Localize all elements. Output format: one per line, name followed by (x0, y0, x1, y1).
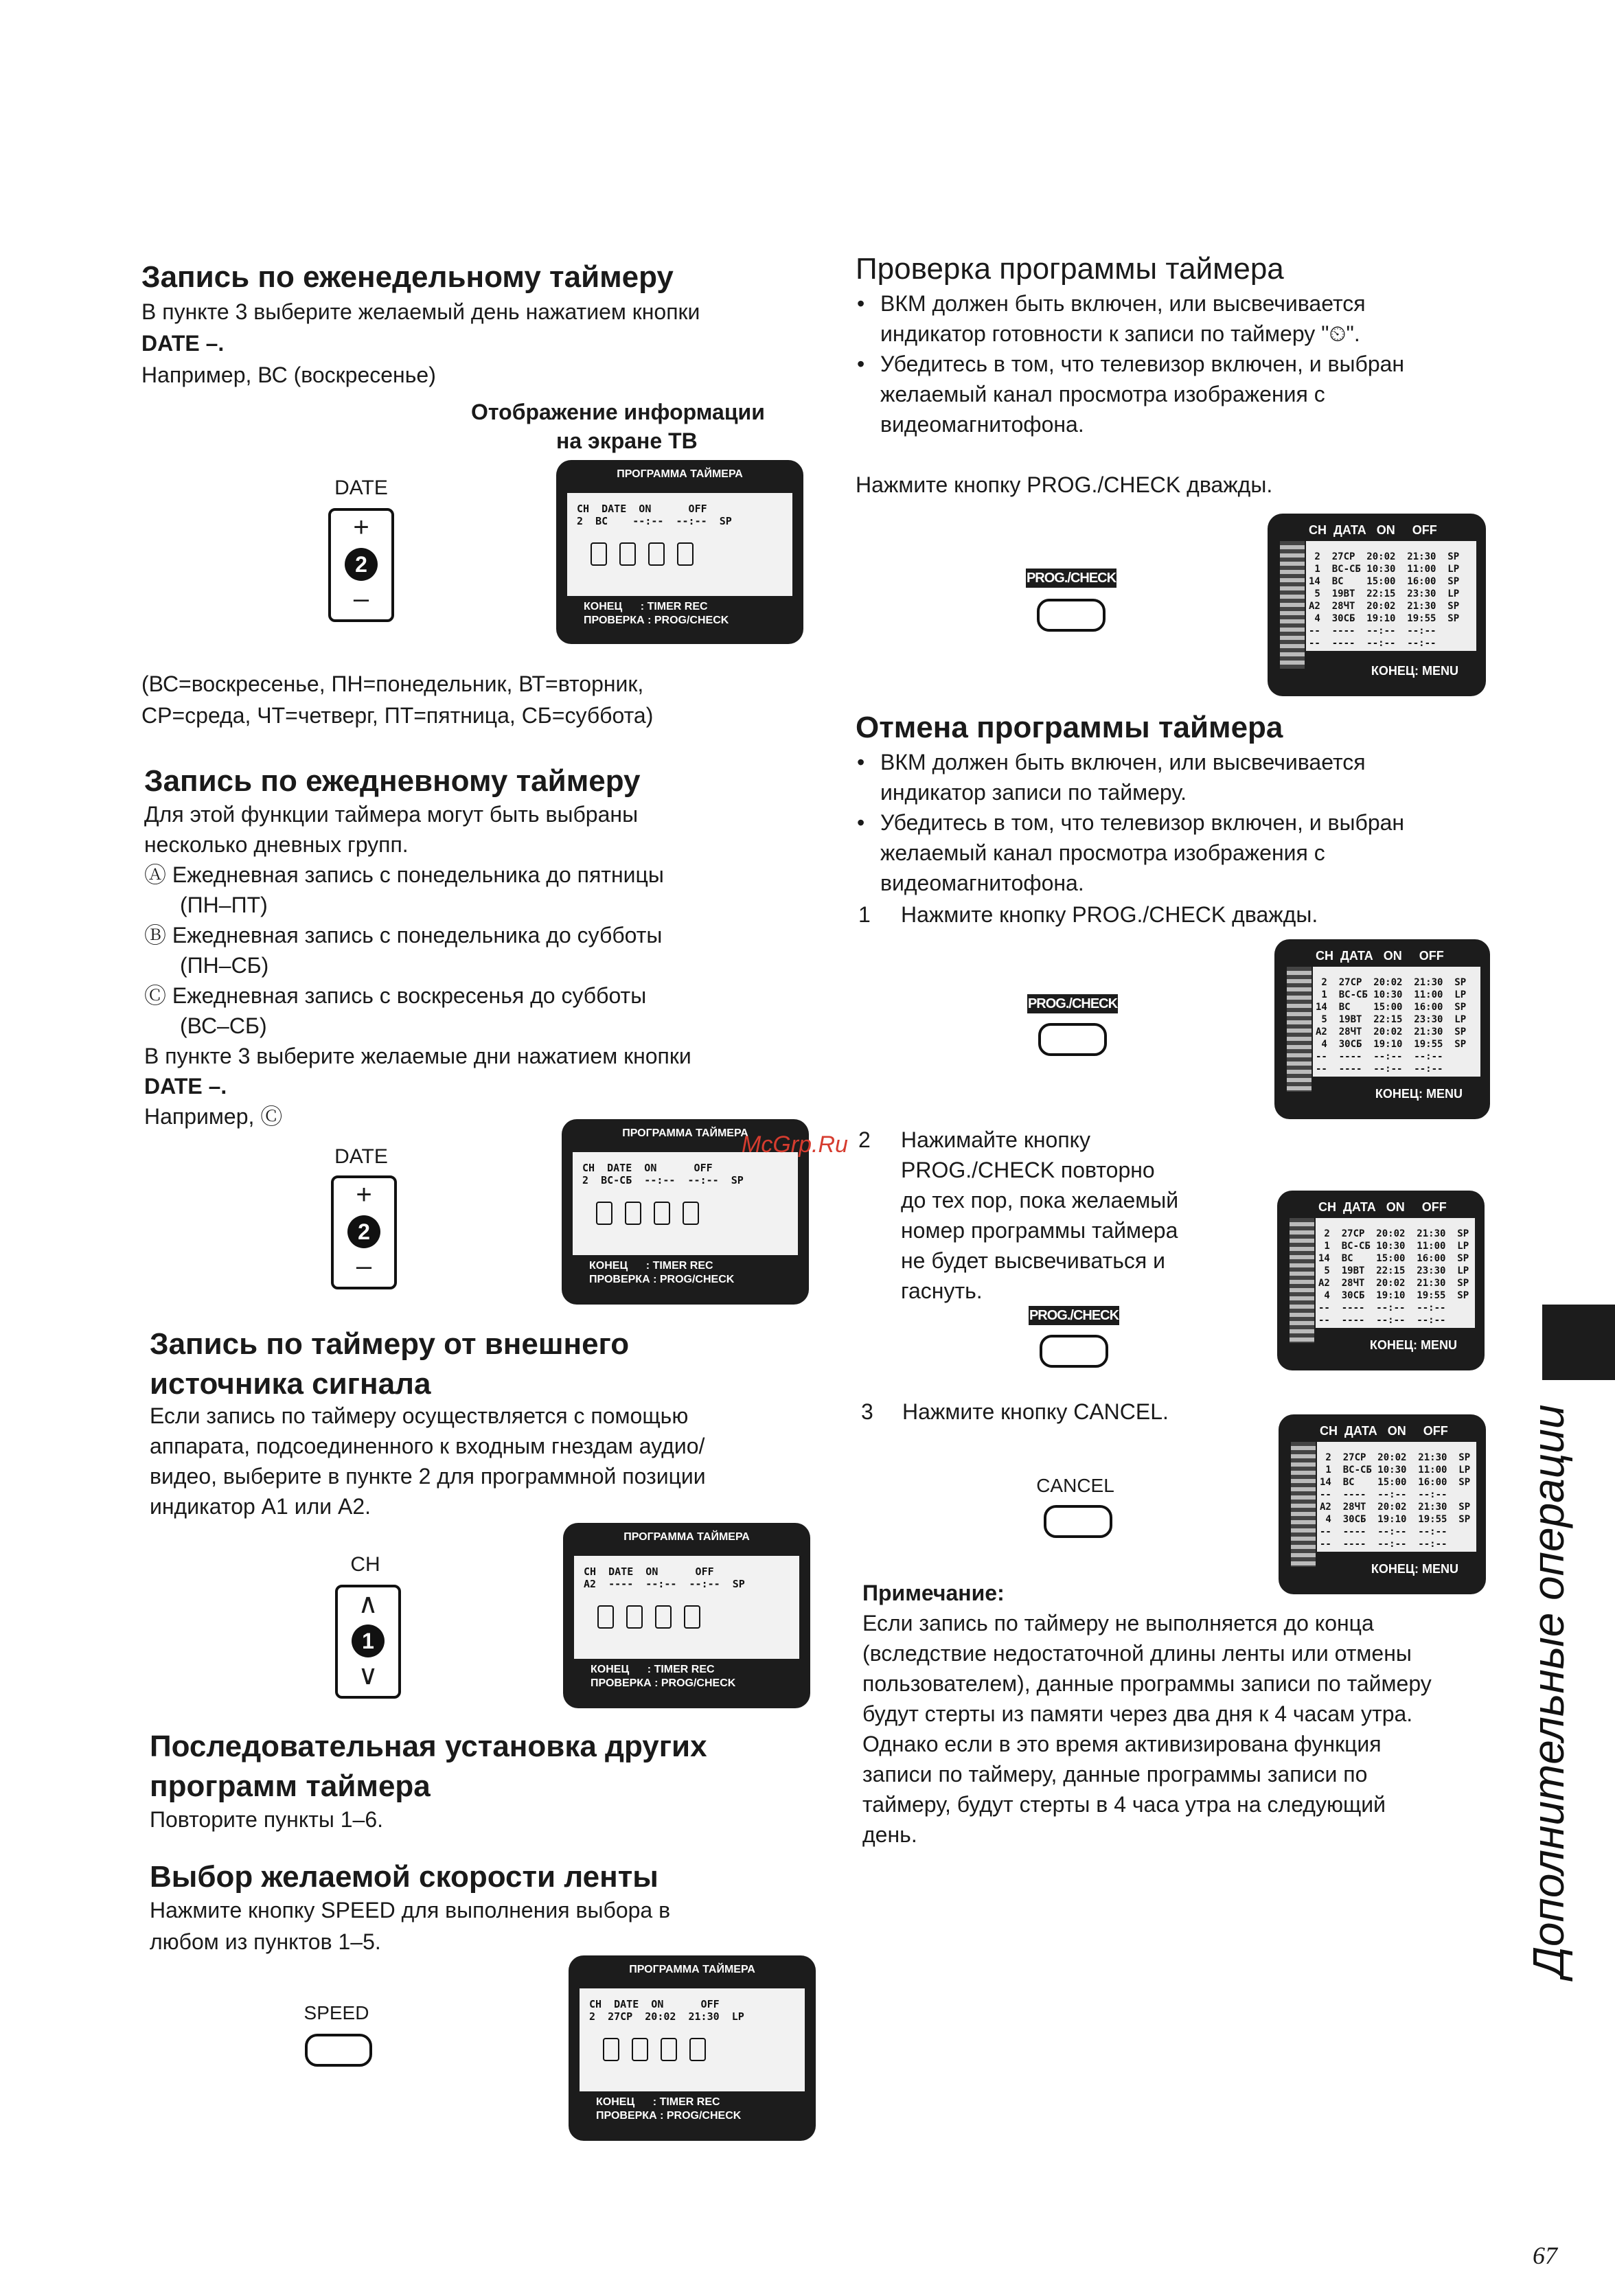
tv-digit-cells (591, 542, 706, 566)
external-source-heading-1: Запись по таймеру от внешнего (150, 1327, 630, 1361)
tv-screen-body (580, 1988, 805, 2091)
timer-list-screen-4 (1279, 1414, 1486, 1594)
sequential-text: Повторите пункты 1–6. (150, 1807, 384, 1832)
tv-digit-cells (597, 1605, 713, 1629)
tape-speed-heading: Выбор желаемой скорости ленты (150, 1860, 658, 1894)
external-source-heading-2: источника сигнала (150, 1367, 431, 1401)
plus-icon[interactable]: + (353, 512, 369, 542)
step-2-text-c: до тех пор, пока желаемый (901, 1188, 1179, 1213)
step-1-number: 1 (858, 902, 871, 927)
step-1-badge: 1 (352, 1625, 385, 1657)
note-heading: Примечание: (862, 1581, 1005, 1605)
tv-caption-2: на экране ТВ (556, 428, 698, 453)
check-press-text: Нажмите кнопку PROG./CHECK дважды. (856, 472, 1273, 497)
tv-caption-1: Отображение информации (471, 400, 765, 424)
tv-data-row: 2 ВС-СБ --:-- --:-- SP (582, 1174, 744, 1186)
note-line-1: Если запись по таймеру не выполняется до конца (862, 1611, 1374, 1635)
tape-speed-text-2: любом из пунктов 1–5. (150, 1929, 381, 1954)
tv-footer: КОНЕЦ : TIMER REC ПРОВЕРКА : PROG/CHECK (584, 601, 729, 626)
weekly-text-2: DATE –. (141, 331, 225, 356)
tape-speed-text-1: Нажмите кнопку SPEED для выполнения выбора в (150, 1898, 671, 1922)
tv-header-row: CH DATE ON OFF (582, 1162, 713, 1174)
timer-list-screen-2 (1274, 939, 1490, 1119)
note-line-2: (вследствие недостаточной длины ленты или отмены (862, 1641, 1412, 1666)
step-2-text-a: Нажимайте кнопку (901, 1127, 1090, 1152)
note-line-3: пользователем), данные программы записи по таймеру (862, 1671, 1432, 1696)
daily-timer-heading: Запись по ежедневному таймеру (144, 764, 641, 798)
tv-title: ПРОГРАММА ТАЙМЕРА (622, 1127, 748, 1139)
tv-header-row: CH DATE ON OFF (584, 1565, 714, 1578)
list-rows: 2 27СР 20:02 21:30 SP 1 ВС-СБ 10:30 11:00 LP 14 ВС 15:00 16:00 SP 5 19ВТ 22:15 23:30 LP A2 28ЧТ 20:02 21:30 SP 4 30СБ 19:10 19:55 SP -- ---- --:-- --:-- -- ---- --:-- --:-- (1309, 551, 1460, 649)
step-1-text: Нажмите кнопку PROG./CHECK дважды. (901, 902, 1318, 927)
option-c: Ⓒ Ежедневная запись с воскресенья до субботы (144, 983, 647, 1008)
step-2-text-d: номер программы таймера (901, 1218, 1178, 1243)
list-rows: 2 27СР 20:02 21:30 SP 1 ВС-СБ 10:30 11:00 LP 14 ВС 15:00 16:00 SP -- ---- --:-- --:-- A2 28ЧТ 20:02 21:30 SP 4 30СБ 19:10 19:55 SP -- ---- --:-- --:-- -- ---- --:-- --:-- (1320, 1452, 1471, 1550)
prog-check-label: PROG./CHECK (1026, 569, 1116, 588)
prog-check-button[interactable] (1037, 599, 1106, 632)
list-header: CH ДАТА ON OFF (1320, 1424, 1448, 1438)
ch-button-label: CH (350, 1553, 380, 1576)
external-text-2: аппарата, подсоединенного к входным гнездам аудио/ (150, 1434, 705, 1458)
note-line-8: день. (862, 1822, 917, 1847)
watermark: McGrp.Ru (742, 1132, 848, 1158)
speed-button-label: SPEED (303, 2002, 369, 2023)
option-a: Ⓐ Ежедневная запись с понедельника до пятницы (144, 862, 664, 887)
weekly-timer-heading: Запись по еженедельному таймеру (141, 260, 674, 294)
tv-data-row: 2 ВС --:-- --:-- SP (577, 515, 732, 527)
note-line-7: таймеру, будут стерты в 4 часа утра на следующий (862, 1792, 1386, 1817)
tv-footer: КОНЕЦ : TIMER REC ПРОВЕРКА : PROG/CHECK (591, 1664, 736, 1689)
tv-edge-strip (1290, 1218, 1314, 1343)
list-rows: 2 27СР 20:02 21:30 SP 1 ВС-СБ 10:30 11:00 LP 14 ВС 15:00 16:00 SP 5 19ВТ 22:15 23:30 LP A2 28ЧТ 20:02 21:30 SP 4 30СБ 19:10 19:55 SP -- ---- --:-- --:-- -- ---- --:-- --:-- (1316, 977, 1467, 1075)
prog-check-label-3: PROG./CHECK (1029, 1306, 1119, 1325)
prog-check-button-3[interactable] (1040, 1335, 1108, 1368)
list-footer: КОНЕЦ: MENU (1375, 1087, 1463, 1101)
daily-text-5: Например, Ⓒ (144, 1104, 283, 1129)
step-2-badge: 2 (345, 548, 378, 581)
step-2-number: 2 (858, 1127, 871, 1152)
tv-header-row: CH DATE ON OFF (589, 1998, 720, 2010)
cancel-button-label: CANCEL (1036, 1475, 1114, 1496)
step-2-text-f: гаснуть. (901, 1278, 983, 1303)
check-bullet-2b: желаемый канал просмотра изображения с (880, 382, 1325, 406)
check-bullet-2a: • Убедитесь в том, что телевизор включен, и выбран (857, 349, 1404, 379)
date-button-label-2: DATE (334, 1145, 388, 1168)
weekly-text-3: Например, ВС (воскресенье) (141, 363, 436, 387)
list-footer: КОНЕЦ: MENU (1369, 1338, 1457, 1352)
chevron-up-icon[interactable]: ∧ (358, 1589, 378, 1619)
note-line-5: Однако если в это время активизирована функция (862, 1732, 1382, 1756)
step-2-badge: 2 (347, 1215, 380, 1248)
check-program-heading: Проверка программы таймера (856, 252, 1284, 286)
step-3-number: 3 (861, 1399, 873, 1424)
weekly-text-1: В пункте 3 выберите желаемый день нажатием кнопки (141, 299, 700, 324)
list-header: CH ДАТА ON OFF (1309, 523, 1437, 537)
tv-digit-cells (603, 2038, 718, 2061)
step-2-text-b: PROG./CHECK повторно (901, 1158, 1155, 1182)
tv-edge-strip (1291, 1442, 1316, 1567)
timer-list-screen-1 (1268, 514, 1486, 696)
step-2-text-e: не будет высвечиваться и (901, 1248, 1165, 1273)
cancel-bullet-2c: видеомагнитофона. (880, 871, 1084, 895)
timer-list-screen-3 (1277, 1191, 1485, 1370)
tv-screen-body (573, 1152, 798, 1255)
tv-edge-strip (1280, 541, 1305, 669)
tv-title: ПРОГРАММА ТАЙМЕРА (623, 1531, 750, 1543)
tv-footer: КОНЕЦ : TIMER REC ПРОВЕРКА : PROG/CHECK (589, 1260, 735, 1285)
tv-digit-cells (596, 1202, 711, 1225)
check-bullet-1a: • ВКМ должен быть включен, или высвечивается (857, 288, 1366, 319)
tv-screen-external (563, 1523, 810, 1708)
list-footer: КОНЕЦ: MENU (1371, 1562, 1458, 1576)
sequential-heading-2: программ таймера (150, 1769, 431, 1803)
minus-icon[interactable]: – (356, 1251, 372, 1281)
daily-text-3: В пункте 3 выберите желаемые дни нажатием кнопки (144, 1044, 691, 1068)
tv-title: ПРОГРАММА ТАЙМЕРА (629, 1964, 755, 1975)
cancel-button[interactable] (1044, 1505, 1112, 1538)
page-number: 67 (1533, 2242, 1557, 2269)
tv-footer: КОНЕЦ : TIMER REC ПРОВЕРКА : PROG/CHECK (596, 2096, 742, 2122)
external-text-3: видео, выберите в пункте 2 для программной позиции (150, 1464, 706, 1489)
cancel-bullet-2a: • Убедитесь в том, что телевизор включен, и выбран (857, 807, 1404, 838)
daily-text-4: DATE –. (144, 1074, 227, 1099)
side-tab-marker (1542, 1305, 1615, 1380)
date-button[interactable] (328, 508, 394, 622)
side-section-label: Дополнительные операции (1524, 1404, 1573, 1977)
days-legend-1: (ВС=воскресенье, ПН=понедельник, ВТ=вторник, (141, 671, 644, 696)
days-legend-2: СР=среда, ЧТ=четверг, ПТ=пятница, СБ=суббота) (141, 703, 654, 728)
option-b-range: (ПН–СБ) (180, 953, 269, 978)
step-3-text: Нажмите кнопку CANCEL. (902, 1399, 1169, 1424)
cancel-bullet-1a: • ВКМ должен быть включен, или высвечивается (857, 747, 1366, 777)
note-line-4: будут стерты из памяти через два дня к 4 часам утра. (862, 1701, 1413, 1726)
minus-icon[interactable]: – (353, 584, 369, 614)
option-a-range: (ПН–ПТ) (180, 893, 268, 917)
list-header: CH ДАТА ON OFF (1318, 1200, 1447, 1214)
chevron-down-icon[interactable]: ∨ (358, 1660, 378, 1690)
tv-screen-body (574, 1556, 799, 1659)
cancel-program-heading: Отмена программы таймера (856, 711, 1283, 744)
cancel-bullet-1b: индикатор записи по таймеру. (880, 780, 1187, 805)
list-footer: КОНЕЦ: MENU (1371, 664, 1458, 678)
daily-text-1: Для этой функции таймера могут быть выбраны (144, 802, 639, 827)
tv-title: ПРОГРАММА ТАЙМЕРА (617, 468, 743, 480)
check-bullet-2c: видеомагнитофона. (880, 412, 1084, 437)
tv-screen-speed (569, 1955, 816, 2141)
external-text-1: Если запись по таймеру осуществляется с помощью (150, 1403, 689, 1428)
tv-data-row: A2 ---- --:-- --:-- SP (584, 1578, 745, 1590)
cancel-bullet-2b: желаемый канал просмотра изображения с (880, 840, 1325, 865)
prog-check-label-2: PROG./CHECK (1027, 994, 1118, 1013)
tv-header-row: CH DATE ON OFF (577, 503, 707, 515)
daily-text-2: несколько дневных групп. (144, 832, 409, 857)
speed-button[interactable] (305, 2034, 372, 2067)
list-rows: 2 27СР 20:02 21:30 SP 1 ВС-СБ 10:30 11:00 LP 14 ВС 15:00 16:00 SP 5 19ВТ 22:15 23:30 LP A2 28ЧТ 20:02 21:30 SP 4 30СБ 19:10 19:55 SP -- ---- --:-- --:-- -- ---- --:-- --:-- (1318, 1228, 1469, 1326)
ch-button[interactable] (335, 1585, 401, 1699)
plus-icon[interactable]: + (356, 1180, 372, 1210)
external-text-4: индикатор А1 или А2. (150, 1494, 371, 1519)
tv-screen-weekly (556, 460, 803, 644)
tv-screen-body (567, 493, 792, 596)
list-header: CH ДАТА ON OFF (1316, 949, 1444, 963)
prog-check-button-2[interactable] (1038, 1023, 1107, 1056)
date-button-2[interactable] (331, 1175, 397, 1289)
check-bullet-1b: индикатор готовности к записи по таймеру "⏲". (880, 321, 1360, 346)
option-c-range: (ВС–СБ) (180, 1013, 267, 1038)
date-button-label: DATE (334, 477, 388, 499)
option-b: Ⓑ Ежедневная запись с понедельника до субботы (144, 923, 663, 948)
note-line-6: записи по таймеру, данные программы записи по (862, 1762, 1368, 1787)
sequential-heading-1: Последовательная установка других (150, 1730, 707, 1763)
tv-data-row: 2 27СР 20:02 21:30 LP (589, 2010, 744, 2023)
tv-edge-strip (1287, 967, 1312, 1092)
